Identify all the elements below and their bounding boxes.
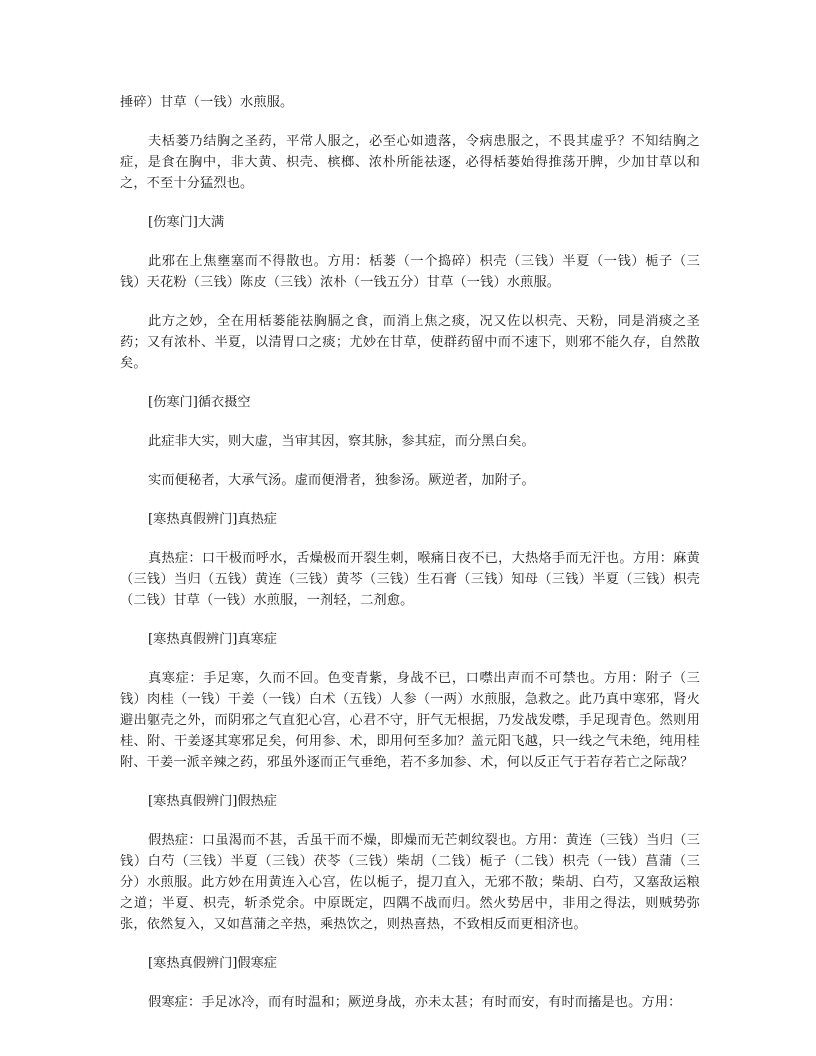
paragraph: 此方之妙，全在用栝蒌能祛胸膈之食，而消上焦之痰，况又佐以枳壳、天粉，同是消痰之圣药；又有浓朴、半夏，以清胃口之痰；尤妙在甘草，使群药留中而不速下，则邪不能久存，自然散矣。 (120, 314, 700, 371)
paragraph: 此邪在上焦壅塞而不得散也。方用：栝蒌（一个捣碎）枳壳（三钱）半夏（一钱）栀子（三钱）天花粉（三钱）陈皮（三钱）浓朴（一钱五分）甘草（一钱）水煎服。 (120, 254, 700, 290)
paragraph: 真寒症：手足寒，久而不回。色变青紫，身战不已，口噤出声而不可禁也。方用：附子（三钱）肉桂（一钱）干姜（一钱）白术（五钱）人参（一两）水煎服，急救之。此乃真中寒邪，肾火避出躯壳之外，而阴邪之气直犯心宫，心君不守，肝气无根据，乃发战发噤，手足现青色。然则用桂、附、干姜逐其寒邪足矣，何用参、术，即用何至多加？盖元阳飞越，只一线之气未绝，纯用桂附、干姜一派辛辣之药，邪虽外逐而正气垂绝，若不多加参、术，何以反正气于若存若亡之际哉？ (120, 671, 700, 770)
paragraph: 实而便秘者，大承气汤。虚而便滑者，独参汤。厥逆者，加附子。 (148, 473, 535, 488)
section-heading: [寒热真假辨门]真寒症 (148, 632, 277, 647)
section-heading: [伤寒门]大满 (148, 215, 225, 230)
document-body (120, 92, 700, 1031)
paragraph: 此症非大实，则大虚，当审其因，察其脉，参其症，而分黑白矣。 (148, 434, 535, 449)
paragraph: 假热症：口虽渴而不甚，舌虽干而不燥，即燥而无芒刺纹裂也。方用：黄连（三钱）当归（三钱）白芍（三钱）半夏（三钱）茯苓（三钱）柴胡（二钱）栀子（二钱）枳壳（一钱）菖蒲（三分）水煎服。此方妙在用黄连入心宫，佐以栀子，提刀直入，无邪不散；柴胡、白芍，又塞敌运粮之道；半夏、枳壳，斩杀党余。中原既定，四隅不战而归。然火势居中，非用之得法，则贼势弥张，依然复入，又如菖蒲之辛热，乘热饮之，则热喜热，不致相反而更相济也。 (120, 833, 700, 932)
paragraph: 捶碎）甘草（一钱）水煎服。 (120, 95, 294, 110)
section-heading: [寒热真假辨门]假寒症 (148, 956, 277, 971)
paragraph: 假寒症：手足冰冷，而有时温和；厥逆身战，亦未太甚；有时而安，有时而搐是也。方用： (148, 995, 682, 1010)
section-heading: [寒热真假辨门]假热症 (148, 794, 277, 809)
section-heading: [伤寒门]循衣摄空 (148, 395, 251, 410)
paragraph: 夫栝蒌乃结胸之圣药，平常人服之，必至心如遗落，令病患服之，不畏其虚乎？不知结胸之症，是食在胸中，非大黄、枳壳、槟榔、浓朴所能祛逐，必得栝蒌始得推荡开脾，少加甘草以和之，不至十分猛烈也。 (120, 134, 700, 191)
paragraph: 真热症：口干极而呼水，舌燥极而开裂生刺，喉痛日夜不已，大热烙手而无汗也。方用：麻黄（三钱）当归（五钱）黄连（三钱）黄芩（三钱）生石膏（三钱）知母（三钱）半夏（三钱）枳壳（二钱）甘草（一钱）水煎服，一剂轻，二剂愈。 (120, 551, 700, 608)
section-heading: [寒热真假辨门]真热症 (148, 512, 277, 527)
